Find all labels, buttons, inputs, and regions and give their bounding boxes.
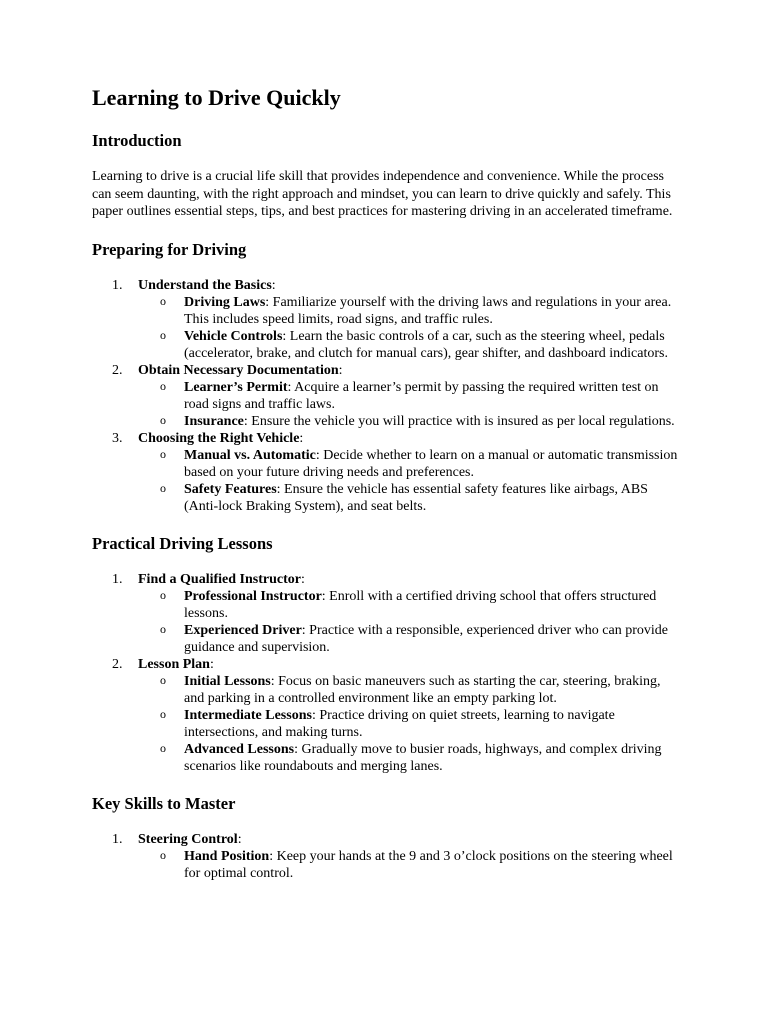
sub-item-text: : Practice driving on quiet streets, learning to navigate intersections, and making turns. [184,707,615,740]
list-item: 2. Lesson Plan: o Initial Lessons: Focus on basic maneuvers such as starting the car, steering, braking, and parking in a controlled environment like an empty parking lot. o Intermediate Lessons: Practice driving on quiet streets, learning to navigate intersections, and making turns. o Advanced Lessons: Gradually move to busier roads, highways, and complex driving scenarios like roundabouts and merging lanes. [92,656,682,775]
list-item-title: Steering Control [138,831,238,847]
circle-bullet-icon: o [160,327,166,342]
document-title: Learning to Drive Quickly [92,85,341,110]
sub-list-item [138,328,682,362]
introduction-heading: Introduction [92,131,182,150]
sub-item-text: : Gradually move to busier roads, highways, and complex driving scenarios like roundabouts and merging lanes. [184,741,662,774]
sub-list-item [138,707,682,741]
sub-item-text: : Ensure the vehicle has essential safety features like airbags, ABS (Anti-lock Braking System), and seat belts. [184,481,648,514]
sub-item-text: : Decide whether to learn on a manual or automatic transmission based on your future driving needs and preferences. [184,447,678,480]
sub-item-text: : Keep your hands at the 9 and 3 o’clock positions on the steering wheel for optimal control. [184,848,673,881]
sub-list-item [138,673,682,707]
list-number: 3. [112,430,123,446]
list-number: 1. [112,277,123,293]
list-item-title: Obtain Necessary Documentation [138,362,339,378]
sub-list-item [138,413,682,430]
sub-item-term: Learner’s Permit [184,379,288,395]
numbered-list [92,831,682,882]
sub-item-text: : Enroll with a certified driving school that offers structured lessons. [184,588,657,621]
circle-bullet-icon: o [160,672,166,687]
list-item-title: Lesson Plan [138,656,210,672]
sub-item-text: : Ensure the vehicle you will practice with is insured as per local regulations. [243,413,675,429]
sections-container [92,239,682,882]
sub-item-text: : Familiarize yourself with the driving laws and regulations in your area. This includes speed limits, road signs, and traffic rules. [184,294,672,327]
sub-item-term: Insurance [184,413,244,429]
sub-list [138,588,682,656]
circle-bullet-icon: o [160,706,166,721]
section-heading: Preparing for Driving [92,239,247,259]
sub-list-item [138,294,682,328]
sub-item-text: : Acquire a learner’s permit by passing the required written test on road signs and traffic laws. [184,379,659,412]
list-number: 2. [112,656,123,672]
circle-bullet-icon: o [160,378,166,393]
sub-item-term: Professional Instructor [184,588,322,604]
list-item: 1. Find a Qualified Instructor: o Professional Instructor: Enroll with a certified driving school that offers structured lessons. o Experienced Driver: Practice with a responsible, experienced driver who can provide guidance and supervision. [92,571,682,656]
sub-list-item [138,588,682,622]
list-item: 2. Obtain Necessary Documentation: o Learner’s Permit: Acquire a learner’s permit by passing the required written test on road signs and traffic laws. o Insurance: Ensure the vehicle you will practice with is insured as per local regulations. [92,362,682,430]
list-number: 1. [112,571,123,587]
sub-list-item [138,622,682,656]
section-heading: Key Skills to Master [92,793,236,813]
sub-list-item [138,447,682,481]
list-item: 1. Understand the Basics: o Driving Laws: Familiarize yourself with the driving laws and regulations in your area. This includes speed limits, road signs, and traffic rules. o Vehicle Controls: Learn the basic controls of a car, such as the steering wheel, pedals (accelerator, brake, and clutch for manual cars), gear shifter, and dashboard indicators. [92,277,682,362]
sub-list-item [138,379,682,413]
circle-bullet-icon: o [160,480,166,495]
list-number: 1. [112,831,123,847]
list-item: 1. Steering Control: o Hand Position: Keep your hands at the 9 and 3 o’clock positions on the steering wheel for optimal control. [92,831,682,882]
list-item-title: Choosing the Right Vehicle [138,430,300,446]
sub-item-text: : Practice with a responsible, experienced driver who can provide guidance and supervision. [184,622,668,655]
sub-item-term: Hand Position [184,848,270,864]
list-item: 3. Choosing the Right Vehicle: o Manual vs. Automatic: Decide whether to learn on a manual or automatic transmission based on your future driving needs and preferences. o Safety Features: Ensure the vehicle has essential safety features like airbags, ABS (Anti-lock Braking System), and seat belts. [92,430,682,515]
sub-item-term: Driving Laws [184,294,266,310]
circle-bullet-icon: o [160,621,166,636]
document-page [92,84,682,900]
sub-list [138,848,682,882]
sub-item-term: Experienced Driver [184,622,302,638]
list-item-title: Understand the Basics [138,277,272,293]
numbered-list [92,277,682,515]
sub-item-term: Manual vs. Automatic [184,447,316,463]
sub-list-item [138,741,682,775]
numbered-list [92,571,682,775]
sub-list [138,447,682,515]
sub-list [138,294,682,362]
circle-bullet-icon: o [160,587,166,602]
sub-item-term: Advanced Lessons [184,741,295,757]
sub-list [138,673,682,775]
sub-item-text: : Focus on basic maneuvers such as starting the car, steering, braking, and parking in a controlled environment like an empty parking lot. [184,673,661,706]
sub-item-term: Intermediate Lessons [184,707,312,723]
list-item-title: Find a Qualified Instructor [138,571,301,587]
sub-list [138,379,682,430]
sub-item-term: Initial Lessons [184,673,271,689]
sub-item-text: : Learn the basic controls of a car, such as the steering wheel, pedals (accelerator, brake, and clutch for manual cars), gear shifter, and dashboard indicators. [184,328,668,361]
circle-bullet-icon: o [160,740,166,755]
sub-item-term: Safety Features [184,481,277,497]
sub-list-item [138,848,682,882]
circle-bullet-icon: o [160,847,166,862]
circle-bullet-icon: o [160,446,166,461]
circle-bullet-icon: o [160,412,166,427]
introduction-text: Learning to drive is a crucial life skill that provides independence and convenience. While the process can seem daunting, with the right approach and mindset, you can learn to drive quickly and safely. This paper outlines essential steps, tips, and best practices for mastering driving in an accelerated timeframe. [92,169,673,219]
sub-list-item [138,481,682,515]
list-number: 2. [112,362,123,378]
section-heading: Practical Driving Lessons [92,533,273,553]
circle-bullet-icon: o [160,293,166,308]
sub-item-term: Vehicle Controls [184,328,283,344]
